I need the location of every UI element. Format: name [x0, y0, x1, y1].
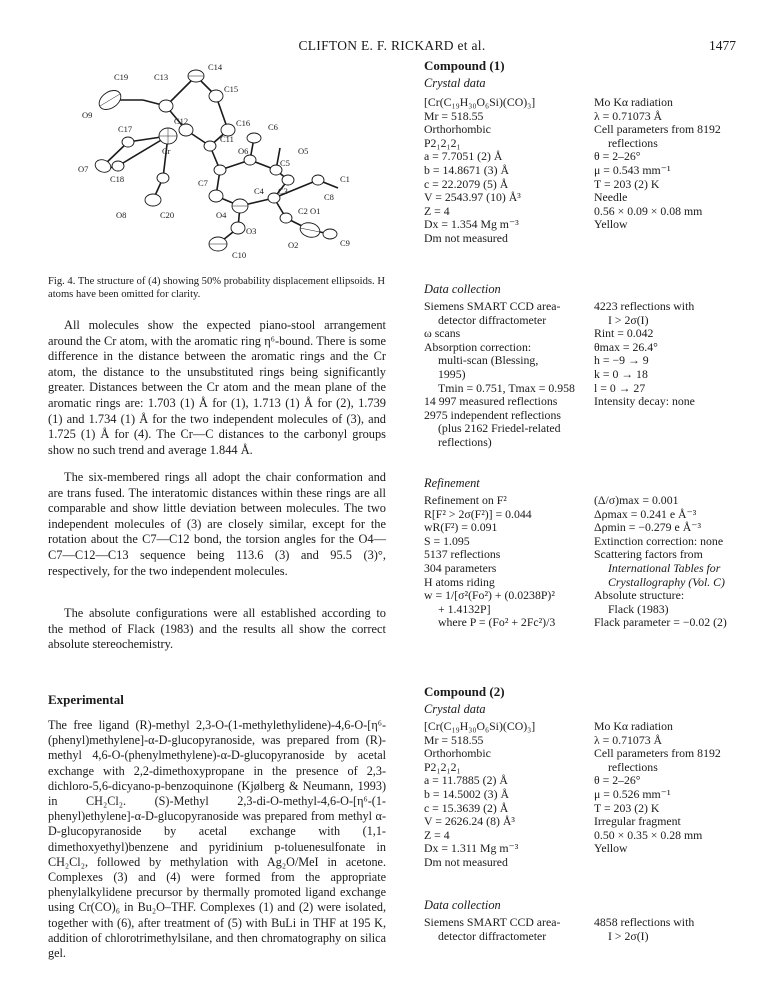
- body-paragraph-1: All molecules show the expected piano-stool arrangement around the Cr atom, with the aromatic ring η⁶-bound. There is some difference in the distance between the aromatic rings and the Cr atom, the distance to the unsubstituted rings being significantly greater. Distances between the Cr atom and the mean plane of the aromatic rings are: 1.703 (1) Å for (1), 1.713 (1) Å for (2), 1.739 (1) and 1.734 (1) Å for the two independent molecules of (3), and 1.725 (1) Å for (4). The Cr—C distances to the carbonyl groups show no such trend and average 1.844 Å.: [48, 318, 386, 457]
- crystal-line: θ = 2–26°: [594, 149, 641, 164]
- crystal-line: 0.50 × 0.35 × 0.28 mm: [594, 827, 703, 842]
- atom-label: O1: [310, 206, 321, 216]
- collection-line: Intensity decay: none: [594, 394, 695, 409]
- atom-label: O8: [116, 210, 127, 220]
- collection-line: 4858 reflections with: [594, 915, 695, 929]
- atom-label: O9: [82, 110, 93, 120]
- collection-line: reflections): [438, 434, 492, 449]
- collection-line: I > 2σ(I): [608, 928, 649, 943]
- refinement-line: Extinction correction: none: [594, 533, 724, 548]
- crystal-line: P2₁2₁2₁: [424, 759, 461, 774]
- compound-2-collection-right: [594, 916, 694, 943]
- crystal-line: Orthorhombic: [424, 746, 491, 761]
- refinement-line: where P = (Fo² + 2Fc²)/3: [438, 615, 556, 630]
- atom-label: O5: [298, 146, 309, 156]
- refinement-line: (Δ/σ)max = 0.001: [594, 493, 679, 507]
- crystal-line: Orthorhombic: [424, 122, 491, 137]
- collection-line: ω scans: [424, 326, 461, 341]
- crystal-line: T = 203 (2) K: [594, 800, 660, 815]
- crystal-line: reflections: [608, 759, 658, 774]
- refinement-line: Flack parameter = −0.02 (2): [594, 615, 727, 630]
- crystal-line: Irregular fragment: [594, 814, 681, 829]
- crystal-line: Cell parameters from 8192: [594, 122, 721, 137]
- atom-label: C14: [208, 62, 223, 72]
- compound-1-collection-right: [594, 300, 695, 409]
- compound-1-heading: Compound (1): [424, 58, 505, 73]
- figure-caption: Fig. 4. The structure of (4) showing 50% probability displacement ellipsoids. H atoms have been omitted for clarity.: [48, 276, 385, 300]
- atom-label: O4: [216, 210, 227, 220]
- crystal-line: Dm not measured: [424, 230, 508, 245]
- body-paragraph-2: The six-membered rings all adopt the chair conformation and are trans fused. The interatomic distances within these rings are all comparable and show little deviation between molecules. The two independent molecules of (3) are closely similar, except for the rotation about the C7—C12 bond, the torsion angles for the O4—C7—C12—C13 sequence being 113.6 (3) and 95.5 (3)°, respectively, for the two independent molecules.: [48, 470, 386, 578]
- atom-label: C17: [118, 124, 133, 134]
- refinement-line: + 1.4132P]: [438, 601, 491, 616]
- collection-line: I > 2σ(I): [608, 312, 649, 327]
- atom-label: C12: [174, 116, 189, 126]
- crystal-line: c = 22.2079 (5) Å: [424, 176, 509, 191]
- refinement-line: Refinement on F²: [424, 493, 507, 507]
- body-paragraph-3: The absolute configurations were all established according to the method of Flack (1983) and the results all show the correct absolute stereochemistry.: [48, 606, 386, 652]
- refinement-line: wR(F²) = 0.091: [424, 520, 498, 535]
- atom-label: C9: [340, 238, 350, 248]
- crystal-line: b = 14.8671 (3) Å: [424, 162, 509, 177]
- crystal-line: [Cr(C₁₉H₃₀O₆Si)(CO)₃]: [424, 719, 536, 733]
- collection-line: 14 997 measured reflections: [424, 394, 558, 409]
- crystal-line: Z = 4: [424, 827, 450, 842]
- crystal-line: Cell parameters from 8192: [594, 746, 721, 761]
- compound-1-refinement-label: Refinement: [424, 476, 480, 490]
- refinement-line: S = 1.095: [424, 533, 470, 548]
- crystal-line: P2₁2₁2₁: [424, 135, 461, 150]
- refinement-line: International Tables for: [608, 560, 721, 575]
- collection-line: 4223 reflections with: [594, 299, 695, 313]
- refinement-line: 304 parameters: [424, 560, 497, 575]
- refinement-line: Crystallography (Vol. C): [608, 574, 725, 589]
- refinement-line: H atoms riding: [424, 574, 495, 589]
- collection-line: θmax = 26.4°: [594, 339, 658, 354]
- experimental-heading: Experimental: [48, 692, 124, 707]
- crystal-line: Yellow: [594, 217, 628, 232]
- crystal-line: Dm not measured: [424, 854, 508, 869]
- refinement-line: Δρmax = 0.241 e Å⁻³: [594, 506, 697, 521]
- atom-label: C2: [298, 206, 308, 216]
- crystal-line: θ = 2–26°: [594, 773, 641, 788]
- atom-label: C1: [340, 174, 350, 184]
- running-header-title: CLIFTON E. F. RICKARD et al.: [298, 38, 486, 53]
- crystal-line: b = 14.5002 (3) Å: [424, 786, 509, 801]
- compound-1-collection-left: [424, 300, 575, 450]
- structure-figure: [48, 58, 388, 268]
- refinement-line: Absolute structure:: [594, 588, 685, 603]
- collection-line: 1995): [438, 366, 466, 381]
- crystal-line: T = 203 (2) K: [594, 176, 660, 191]
- compound-2-collection-label: Data collection: [424, 898, 501, 912]
- refinement-line: Δρmin = −0.279 e Å⁻³: [594, 520, 701, 535]
- collection-line: h = −9 → 9: [594, 353, 649, 368]
- atom-label: C18: [110, 174, 125, 184]
- collection-line: detector diffractometer: [438, 928, 547, 943]
- refinement-line: R[F² > 2σ(F²)] = 0.044: [424, 506, 532, 521]
- compound-1-refinement-right: [594, 494, 727, 630]
- compound-1-crystal-left: [424, 96, 535, 246]
- crystal-line: λ = 0.71073 Å: [594, 108, 663, 123]
- crystal-line: [Cr(C₁₉H₃₀O₆Si)(CO)₃]: [424, 95, 536, 109]
- crystal-line: Z = 4: [424, 203, 450, 218]
- crystal-line: a = 7.7051 (2) Å: [424, 149, 503, 164]
- collection-line: 2975 independent reflections: [424, 407, 561, 422]
- collection-line: k = 0 → 18: [594, 366, 648, 381]
- atom-label: C10: [232, 250, 247, 260]
- crystal-line: Mr = 518.55: [424, 108, 484, 123]
- crystal-line: V = 2626.24 (8) Å³: [424, 814, 515, 829]
- atom-label: C11: [220, 134, 234, 144]
- compound-1-crystal-label: Crystal data: [424, 76, 486, 90]
- crystal-line: a = 11.7885 (2) Å: [424, 773, 508, 788]
- atom-label: C6: [268, 122, 278, 132]
- crystal-line: c = 15.3639 (2) Å: [424, 800, 509, 815]
- atom-label: C5: [280, 158, 290, 168]
- atom-label: C8: [324, 192, 334, 202]
- molecule-drawing: [48, 58, 388, 268]
- collection-line: l = 0 → 27: [594, 380, 646, 395]
- atom-label: O3: [246, 226, 257, 236]
- page-number: 1477: [709, 38, 736, 53]
- crystal-line: μ = 0.526 mm⁻¹: [594, 786, 671, 801]
- crystal-line: Mr = 518.55: [424, 732, 484, 747]
- collection-line: Rint = 0.042: [594, 326, 654, 341]
- compound-2-collection-left: [424, 916, 560, 943]
- crystal-line: μ = 0.543 mm⁻¹: [594, 162, 671, 177]
- collection-line: Tmin = 0.751, Tmax = 0.958: [438, 380, 575, 395]
- atom-label: C4: [254, 186, 264, 196]
- atom-label: C7: [198, 178, 208, 188]
- crystal-line: Mo Kα radiation: [594, 719, 673, 733]
- refinement-line: w = 1/[σ²(Fo²) + (0.0238P)²: [424, 588, 555, 603]
- atom-label: O7: [78, 164, 89, 174]
- atom-label: C15: [224, 84, 239, 94]
- compound-2-crystal-label: Crystal data: [424, 702, 486, 716]
- compound-1-crystal-right: [594, 96, 721, 232]
- crystal-line: 0.56 × 0.09 × 0.08 mm: [594, 203, 703, 218]
- collection-line: Absorption correction:: [424, 339, 532, 354]
- refinement-line: Flack (1983): [608, 601, 669, 616]
- crystal-line: reflections: [608, 135, 658, 150]
- compound-2-crystal-left: [424, 720, 535, 870]
- atom-label: C3: [278, 186, 288, 196]
- atom-label: Cr: [162, 146, 171, 156]
- crystal-line: Dx = 1.311 Mg m⁻³: [424, 841, 519, 856]
- atom-label: C13: [154, 72, 169, 82]
- compound-1-collection-label: Data collection: [424, 282, 501, 296]
- compound-2-heading: Compound (2): [424, 684, 505, 699]
- atom-label: O2: [288, 240, 299, 250]
- collection-line: detector diffractometer: [438, 312, 547, 327]
- experimental-paragraph: The free ligand (R)-methyl 2,3-O-(1-methylethylidene)-4,6-O-[η⁶-(phenyl)methylene]-α-D-glucopyranoside, was prepared from (R)-methyl 4,6-O-(phenylmethylene)-α-D-glucopyranoside by acetal exchange with 2,2-dimethoxypropane in the presence of 2,3-dichloro-5,6-dicyano-p-benzoquinone (Kjølberg & Neumann, 1993) in CH₂Cl₂. (S)-Methyl 2,3-di-O-methyl-4,6-O-[η⁶-(1-phenyl)ethylene]-α-D-glucopyranoside was prepared from methyl α-D-glucopyranoside by acetal exchange with (1,1-dimethoxyethyl)benzene and pyridinium p-toluenesulfonate in CH₂Cl₂, followed by methylation with Ag₂O/MeI in acetone. Complexes (3) and (4) were formed from the appropriate phenylalkylidene precursor by thermally promoted ligand exchange using Cr(CO)₆ in Bu₂O–THF. Complexes (1) and (2) were isolated, together with (6), after treatment of (5) with BuLi in THF at 195 K, addition of chlorotrimethylsilane, and then chromatography on silica gel.: [48, 718, 386, 961]
- refinement-line: Scattering factors from: [594, 547, 703, 562]
- collection-line: Siemens SMART CCD area-: [424, 915, 561, 929]
- atom-label: O6: [238, 146, 249, 156]
- compound-1-refinement-left: [424, 494, 555, 630]
- crystal-line: Mo Kα radiation: [594, 95, 673, 109]
- crystal-line: Needle: [594, 190, 628, 205]
- atom-label: C19: [114, 72, 129, 82]
- crystal-line: V = 2543.97 (10) Å³: [424, 190, 521, 205]
- collection-line: Siemens SMART CCD area-: [424, 299, 561, 313]
- compound-2-crystal-right: [594, 720, 721, 856]
- crystal-line: Yellow: [594, 841, 628, 856]
- refinement-line: 5137 reflections: [424, 547, 501, 562]
- collection-line: (plus 2162 Friedel-related: [438, 421, 561, 436]
- crystal-line: Dx = 1.354 Mg m⁻³: [424, 217, 519, 232]
- atom-label: C20: [160, 210, 175, 220]
- collection-line: multi-scan (Blessing,: [438, 353, 539, 368]
- atom-label: C16: [236, 118, 251, 128]
- crystal-line: λ = 0.71073 Å: [594, 732, 663, 747]
